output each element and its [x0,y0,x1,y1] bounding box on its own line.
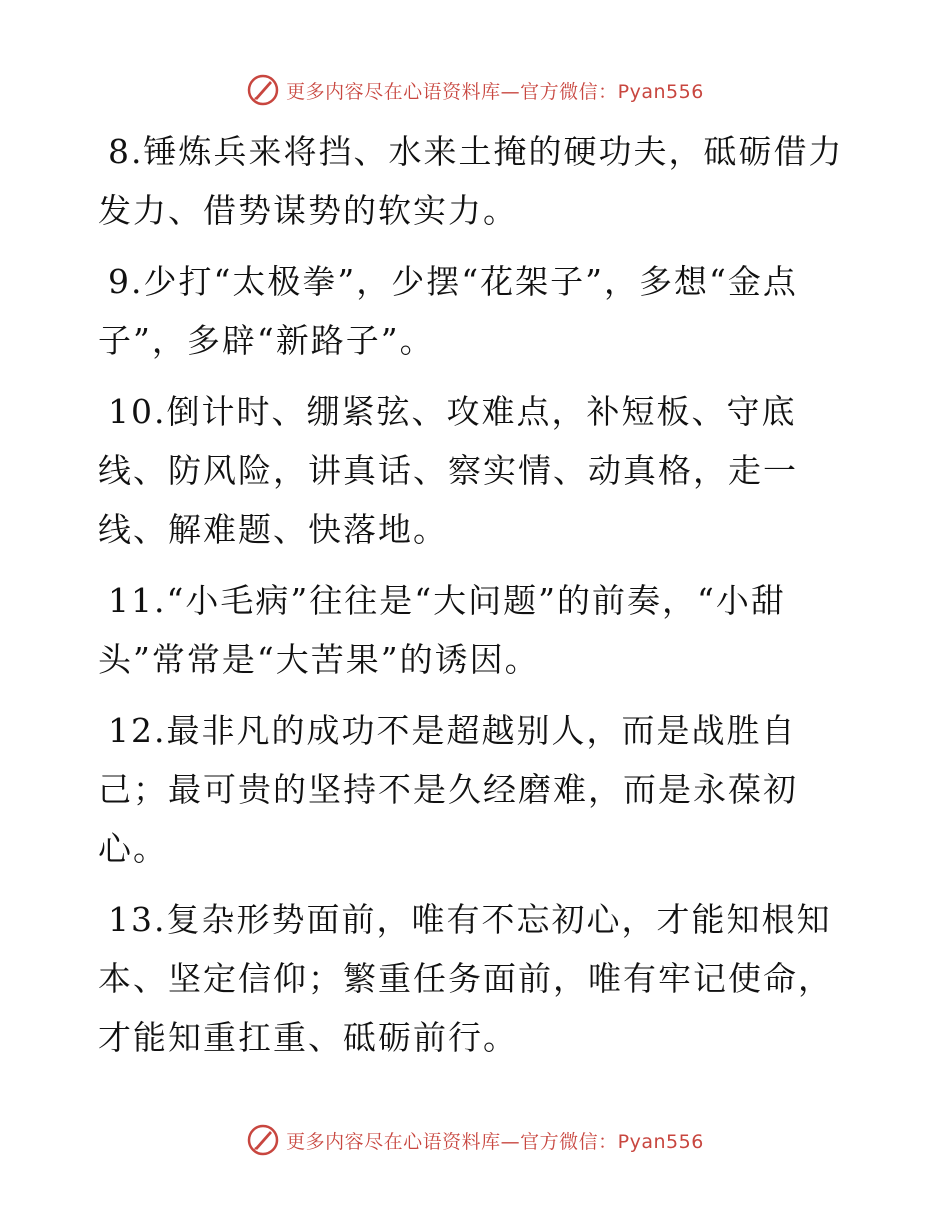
paragraph-10: 10.倒计时、绷紧弦、攻难点，补短板、守底线、防风险，讲真话、察实情、动真格，走一线、解难题、快落地。 [98,392,798,549]
document-body [98,122,858,1079]
paragraph-8: 8.锤炼兵来将挡、水来土掩的硬功夫，砥砺借力发力、借势谋势的软实力。 [98,132,844,230]
paragraph-13: 13.复杂形势面前，唯有不忘初心，才能知根知本、坚定信仰；繁重任务面前，唯有牢记使命，才能知重扛重、砥砺前行。 [98,900,833,1057]
watermark-header [0,70,950,110]
paragraph-12: 12.最非凡的成功不是超越别人，而是战胜自己；最可贵的坚持不是久经磨难，而是永葆初心。 [98,711,798,868]
watermark-text: 更多内容尽在心语资料库—官方微信：Pyan556 [286,80,704,103]
quill-pen-icon [246,1123,280,1157]
paragraph-11: 11.“小毛病”往往是“大问题”的前奏，“小甜头”常常是“大苦果”的诱因。 [98,581,786,679]
quill-pen-icon [246,73,280,107]
paragraph-9: 9.少打“太极拳”，少摆“花架子”，多想“金点子”，多辟“新路子”。 [98,262,798,360]
watermark-footer [0,1120,950,1160]
watermark-text: 更多内容尽在心语资料库—官方微信：Pyan556 [286,1130,704,1153]
